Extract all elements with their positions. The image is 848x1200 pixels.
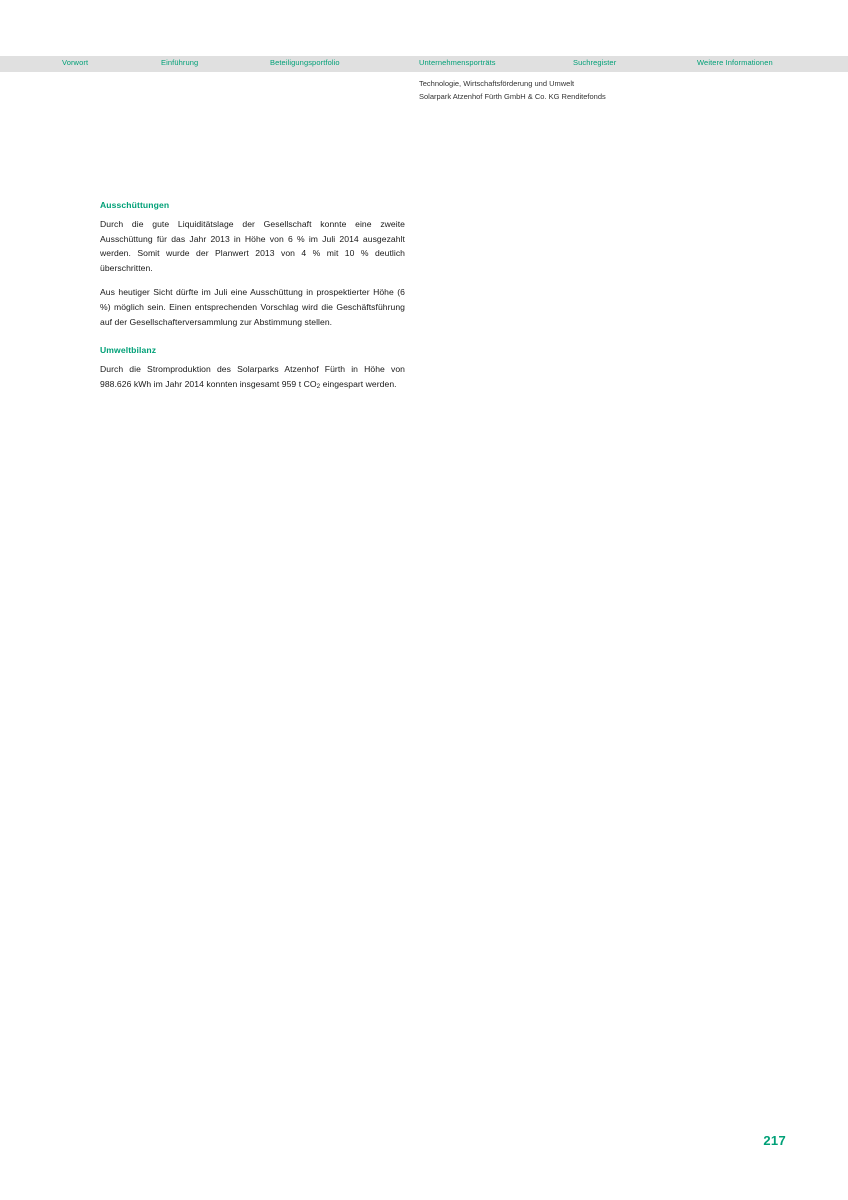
section-heading-ausschuettungen: Ausschüttungen — [100, 200, 170, 210]
top-navigation-bar — [0, 56, 848, 72]
co2-subscript: 2 — [316, 383, 321, 391]
nav-item-beteiligungsportfolio[interactable]: Beteiligungsportfolio — [270, 58, 340, 67]
running-head-line-2: Solarpark Atzenhof Fürth GmbH & Co. KG Renditefonds — [419, 91, 606, 101]
nav-item-suchregister[interactable]: Suchregister — [573, 58, 617, 67]
paragraph-umweltbilanz-1 — [100, 362, 405, 393]
page-number: 217 — [763, 1133, 786, 1148]
paragraph-umweltbilanz-text-pre: Durch die Stromproduktion des Solarparks Atzenhof Fürth in Höhe von 988.626 kWh im Jahr 2014 konnten insgesamt 959 t CO — [100, 364, 405, 389]
main-content — [100, 200, 405, 393]
paragraph-umweltbilanz-text-post: eingespart werden. — [320, 378, 397, 389]
paragraph-ausschuettungen-1: Durch die gute Liquiditätslage der Gesellschaft konnte eine zweite Ausschüttung für das Jahr 2013 in Höhe von 6 % im Juli 2014 ausgezahlt werden. Somit wurde der Planwert 2013 von 4 % mit 10 % deutlich überschritten. — [100, 219, 405, 273]
running-head — [419, 78, 799, 103]
nav-item-einfuehrung[interactable]: Einführung — [161, 58, 199, 67]
nav-item-weitere-informationen[interactable]: Weitere Informationen — [697, 58, 773, 67]
running-head-line-1: Technologie, Wirtschaftsförderung und Umwelt — [419, 79, 575, 88]
nav-item-vorwort[interactable]: Vorwort — [62, 58, 89, 67]
paragraph-ausschuettungen-2: Aus heutiger Sicht dürfte im Juli eine Ausschüttung in prospektierter Höhe (6 %) möglich sein. Einen entsprechenden Vorschlag wird die Geschäftsführung auf der Gesellschafterversammlung zur Abstimmung stellen. — [100, 287, 405, 327]
nav-item-unternehmensportraets[interactable]: Unternehmensporträts — [419, 58, 496, 67]
section-heading-umweltbilanz: Umweltbilanz — [100, 345, 157, 356]
